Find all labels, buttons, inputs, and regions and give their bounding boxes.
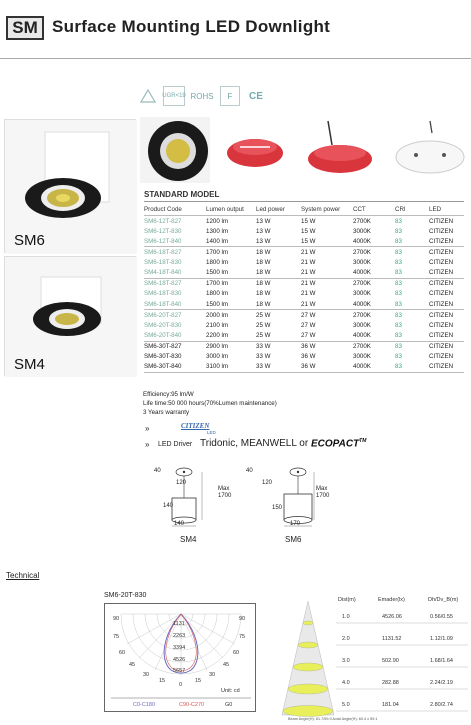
cell-cri: 83	[395, 321, 402, 329]
beam-dist: 5.0	[342, 702, 350, 708]
cell-lumen-output: 1500 lm	[206, 268, 256, 279]
cell-led: CITIZEN	[429, 343, 454, 351]
cell-led: CITIZEN	[429, 321, 454, 329]
col-header-system-power: System power	[301, 204, 353, 216]
cert-ugr: UGR<19	[163, 86, 185, 106]
cell-cri: 83	[395, 280, 402, 288]
sm6-top-width: 40	[246, 468, 253, 474]
cell-system-power: 27 W	[301, 331, 353, 342]
sm6-width: 170	[290, 521, 301, 527]
sm4-width: 140	[174, 521, 185, 527]
beam-header-emader: Emader(lx)	[378, 597, 405, 603]
cell-cct: 3000K	[353, 321, 371, 329]
warranty-note: 3 Years warranty	[143, 409, 190, 416]
cell-system-power: 21 W	[301, 280, 316, 288]
sm4-top-width: 40	[154, 468, 161, 474]
warning-triangle-icon	[140, 86, 156, 106]
cell-cct: 4000K	[353, 268, 395, 279]
cell-system-power: 36 W	[301, 362, 353, 373]
cell-cri: 83	[395, 362, 429, 373]
cell-lumen-output: 1800 lm	[206, 290, 229, 298]
cell-lumen-output: 1800 lm	[206, 259, 229, 267]
sm6-dimension-drawing	[252, 466, 334, 546]
table-row	[144, 320, 464, 330]
cell-led-power: 18 W	[256, 290, 271, 298]
driver-arrow: »	[145, 440, 150, 449]
cell-product-code: SM6-12T-830	[144, 227, 182, 235]
cell-led: CITIZEN	[429, 331, 464, 342]
cell-led-power: 13 W	[256, 217, 271, 225]
ecopac-name: ECOPACT	[311, 438, 360, 450]
cert-rohs: ROHS	[190, 91, 214, 101]
sm4-height: 140	[163, 503, 174, 509]
cell-led-power: 25 W	[256, 331, 301, 342]
cell-product-code: SM6-20T-830	[144, 321, 182, 329]
cell-system-power: 21 W	[301, 259, 316, 267]
cell-led-power: 18 W	[256, 299, 301, 310]
sm6-max-value: 1700	[316, 493, 330, 499]
cell-cri: 83	[395, 259, 402, 267]
cell-product-code: SM6-18T-827	[144, 248, 182, 256]
legend-g0: G0	[225, 702, 233, 708]
col-header-product-code: Product Code	[144, 204, 206, 216]
table-row	[144, 268, 464, 279]
cell-cri: 83	[395, 217, 402, 225]
cell-led-power: 33 W	[256, 343, 271, 351]
header-divider	[0, 58, 471, 59]
cell-product-code: SM6-30T-830	[144, 353, 182, 361]
cell-lumen-output: 1400 lm	[206, 236, 256, 247]
col-header-cct: CCT	[353, 204, 395, 216]
cell-system-power: 27 W	[301, 321, 316, 329]
cell-led: CITIZEN	[429, 227, 454, 235]
technical-section-title: Technical	[6, 571, 40, 580]
cell-led-power: 33 W	[256, 353, 271, 361]
cell-led-power: 13 W	[256, 227, 271, 235]
sm4-max-value: 1700	[218, 493, 232, 499]
angle-label-r30: 30	[209, 672, 216, 678]
cell-led: CITIZEN	[429, 217, 454, 225]
model-label-sm4: SM4	[14, 356, 45, 373]
cell-led: CITIZEN	[429, 236, 464, 247]
cell-led: CITIZEN	[429, 353, 454, 361]
angle-label-r90: 90	[239, 616, 246, 622]
beam-emader: 4526.06	[382, 614, 402, 620]
sm4-max-label: Max	[218, 486, 230, 492]
cert-ce: CE	[249, 90, 263, 102]
cell-product-code: SM6-20T-840	[144, 331, 206, 342]
sm6-height: 150	[272, 505, 283, 511]
beam-dist: 1.0	[342, 614, 350, 620]
beam-footer: Beam Angle(H): 61.7/59.0 Axial Angle(H): 60.4 x 59.1	[288, 717, 378, 721]
angle-label-l90: 90	[113, 616, 120, 622]
cell-cri: 83	[395, 236, 429, 247]
table-row	[144, 226, 464, 236]
table-row	[144, 278, 464, 289]
cell-led-power: 18 W	[256, 248, 271, 256]
angle-label-l15: 15	[159, 678, 166, 684]
cell-lumen-output: 2100 lm	[206, 321, 229, 329]
table-header-row	[144, 204, 464, 216]
cell-led-power: 33 W	[256, 362, 301, 373]
cell-cri: 83	[395, 311, 402, 319]
cell-cct: 2700K	[353, 280, 371, 288]
angle-label-r15: 15	[195, 678, 202, 684]
cell-led-power: 25 W	[256, 321, 271, 329]
cell-product-code: SM6-18T-830	[144, 259, 182, 267]
cell-lumen-output: 1700 lm	[206, 280, 229, 288]
beam-header-dh-dv: Dh/Dv_B(m)	[428, 597, 459, 603]
cell-system-power: 15 W	[301, 227, 316, 235]
citizen-logo: CITIZEN	[181, 422, 210, 430]
beam-dist: 2.0	[342, 636, 350, 642]
lifetime-note: Life time:50 000 hours(70%Lumen maintenance)	[143, 400, 277, 407]
cell-product-code: SM6-30T-827	[144, 343, 182, 351]
ecopac-logo	[311, 438, 366, 449]
cell-cri: 83	[395, 268, 429, 279]
cell-led-power: 18 W	[256, 259, 271, 267]
cell-cct: 3000K	[353, 353, 371, 361]
cell-lumen-output: 3100 lm	[206, 362, 256, 373]
standard-model-table	[144, 190, 464, 373]
cell-lumen-output: 2900 lm	[206, 343, 229, 351]
col-header-led-power: Led power	[256, 204, 301, 216]
col-header-cri: CRI	[395, 204, 429, 216]
cell-lumen-output: 1300 lm	[206, 227, 229, 235]
cell-system-power: 21 W	[301, 290, 316, 298]
led-brand-arrow: »	[145, 424, 150, 433]
table-row	[144, 216, 464, 227]
cell-system-power: 21 W	[301, 299, 353, 310]
cell-cri: 83	[395, 353, 402, 361]
cell-product-code: SM6-18T-830	[144, 290, 182, 298]
cell-product-code: SM6-20T-827	[144, 311, 182, 319]
cell-cct: 4000K	[353, 236, 395, 247]
cell-system-power: 27 W	[301, 311, 316, 319]
cell-cri: 83	[395, 290, 402, 298]
polar-chart-title: SM6-20T-830	[104, 592, 147, 599]
cell-cct: 3000K	[353, 227, 371, 235]
cell-system-power: 21 W	[301, 268, 353, 279]
cell-led: CITIZEN	[429, 311, 454, 319]
detail-photo-red-base	[218, 117, 292, 183]
cell-product-code: SM4-18T-840	[144, 268, 206, 279]
cell-led-power: 18 W	[256, 280, 271, 288]
table-row	[144, 310, 464, 321]
cell-cct: 4000K	[353, 299, 395, 310]
ring-label-5: 5657	[173, 668, 186, 674]
cell-cct: 4000K	[353, 331, 395, 342]
cell-system-power: 36 W	[301, 353, 316, 361]
beam-dh-dv: 0.56/0.55	[430, 614, 453, 620]
ecopac-tm: TM	[359, 438, 367, 444]
beam-emader: 282.88	[382, 680, 399, 686]
cell-led-power: 18 W	[256, 268, 301, 279]
angle-label-l75: 75	[113, 634, 120, 640]
table-row	[144, 299, 464, 310]
angle-label-0: 0	[179, 682, 183, 688]
angle-label-l30: 30	[143, 672, 150, 678]
cell-system-power: 15 W	[301, 236, 353, 247]
table-row	[144, 236, 464, 247]
polar-light-distribution	[104, 603, 256, 712]
cell-product-code: SM6-18T-827	[144, 280, 182, 288]
unit-label: Unit: cd	[221, 688, 240, 694]
table-row	[144, 331, 464, 342]
cell-led-power: 13 W	[256, 236, 301, 247]
table-heading: STANDARD MODEL	[144, 190, 464, 202]
table-row	[144, 247, 464, 258]
angle-label-r45: 45	[223, 662, 230, 668]
legend-c90-c270: C90-C270	[179, 702, 205, 708]
cell-led: CITIZEN	[429, 268, 464, 279]
detail-photo-front	[140, 117, 210, 183]
cell-lumen-output: 2200 lm	[206, 331, 256, 342]
cell-cri: 83	[395, 227, 402, 235]
cell-led: CITIZEN	[429, 248, 454, 256]
angle-label-r75: 75	[239, 634, 246, 640]
beam-emader: 502.90	[382, 658, 399, 664]
detail-photo-red-wired	[298, 117, 380, 183]
cell-cct: 2700K	[353, 217, 371, 225]
ring-label-4: 4526	[173, 657, 186, 663]
cell-lumen-output: 2000 lm	[206, 311, 229, 319]
sm4-drawing-label: SM4	[180, 535, 197, 544]
beam-header-dist: Dist(m)	[338, 597, 356, 603]
cell-cri: 83	[395, 331, 429, 342]
cell-cct: 2700K	[353, 343, 371, 351]
beam-emader: 181.04	[382, 702, 399, 708]
sm6-max-label: Max	[316, 486, 328, 492]
cell-cct: 3000K	[353, 290, 371, 298]
series-code-badge: SM	[6, 16, 44, 40]
cell-system-power: 21 W	[301, 248, 316, 256]
sm6-top-depth: 120	[262, 480, 273, 486]
table-row	[144, 289, 464, 299]
cell-led-power: 25 W	[256, 311, 271, 319]
cell-system-power: 15 W	[301, 217, 316, 225]
table-row	[144, 352, 464, 362]
cell-cri: 83	[395, 343, 402, 351]
cell-lumen-output: 1200 lm	[206, 217, 229, 225]
page-title: Surface Mounting LED Downlight	[52, 17, 331, 36]
sm6-drawing-label: SM6	[285, 535, 302, 544]
col-header-lumen-output: Lumen output	[206, 204, 256, 216]
beam-dh-dv: 1.12/1.09	[430, 636, 453, 642]
cell-led: CITIZEN	[429, 362, 464, 373]
cell-product-code: SM6-12T-840	[144, 236, 206, 247]
cell-cct: 4000K	[353, 362, 395, 373]
table-row	[144, 257, 464, 267]
cell-led: CITIZEN	[429, 259, 454, 267]
col-header-led: LED	[429, 204, 464, 216]
driver-brands: Tridonic, MEANWELL or	[200, 438, 309, 449]
cell-cct: 2700K	[353, 311, 371, 319]
ring-label-1: 1131	[173, 621, 185, 627]
table-row	[144, 341, 464, 352]
cell-lumen-output: 1500 lm	[206, 299, 256, 310]
cell-led: CITIZEN	[429, 280, 454, 288]
sm4-top-depth: 120	[176, 480, 187, 486]
spec-table	[144, 204, 464, 373]
beam-dist: 3.0	[342, 658, 350, 664]
cert-f: F	[220, 86, 240, 106]
angle-label-r60: 60	[233, 650, 240, 656]
detail-photo-white-base	[386, 117, 468, 183]
cell-cct: 2700K	[353, 248, 371, 256]
citizen-logo-sub: LED	[207, 430, 216, 435]
cell-lumen-output: 3000 lm	[206, 353, 229, 361]
ring-label-3: 3394	[173, 645, 186, 651]
cell-cri: 83	[395, 299, 429, 310]
cell-cri: 83	[395, 248, 402, 256]
beam-dh-dv: 2.24/2.19	[430, 680, 453, 686]
cell-product-code: SM6-18T-840	[144, 299, 206, 310]
angle-label-l45: 45	[129, 662, 136, 668]
beam-dist: 4.0	[342, 680, 350, 686]
cell-system-power: 36 W	[301, 343, 316, 351]
driver-label: LED Driver	[158, 441, 193, 448]
cell-cct: 3000K	[353, 259, 371, 267]
ring-label-2: 2263	[173, 633, 186, 639]
cell-product-code: SM6-12T-827	[144, 217, 182, 225]
legend-c0-c180: C0-C180	[133, 702, 156, 708]
angle-label-l60: 60	[119, 650, 126, 656]
cell-led: CITIZEN	[429, 290, 454, 298]
model-label-sm6: SM6	[14, 232, 45, 249]
cell-lumen-output: 1700 lm	[206, 248, 229, 256]
cell-led: CITIZEN	[429, 299, 464, 310]
table-row	[144, 362, 464, 373]
beam-dh-dv: 2.80/2.74	[430, 702, 453, 708]
beam-dh-dv: 1.68/1.64	[430, 658, 453, 664]
beam-emader: 1131.52	[382, 636, 402, 642]
efficiency-note: Efficiency:95 lm/W	[143, 391, 194, 398]
cell-product-code: SM6-30T-840	[144, 362, 206, 373]
beam-cone-diagram	[278, 595, 470, 720]
